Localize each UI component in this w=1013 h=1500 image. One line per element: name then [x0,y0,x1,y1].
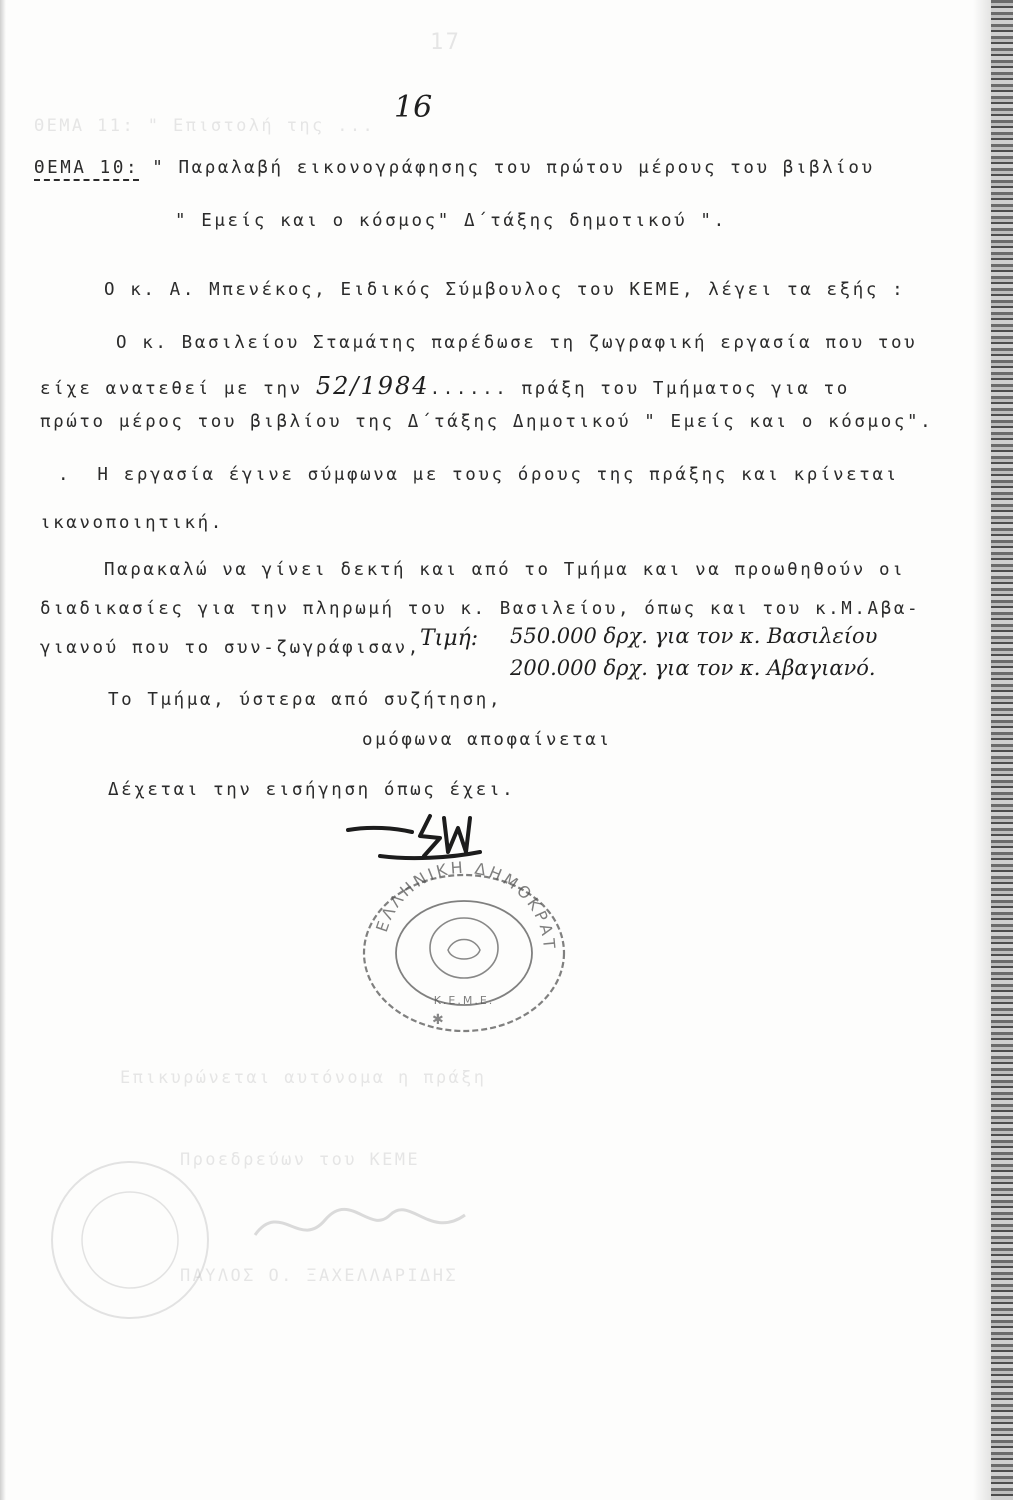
paragraph1-line2 [40,372,850,400]
paragraph3-line1: Παρακαλώ να γίνει δεκτή και από το Τμήμα και να προωθηθούν οι [104,560,906,580]
ghost-page-number: 17 [430,30,462,55]
paragraph1-line1: Ο κ. Βασιλείου Σταμάτης παρέδωσε τη ζωγραφική εργασία που του [116,333,918,353]
paragraph3-line2: διαδικασίες για την πληρωμή του κ. Βασιλείου, όπως και του κ.Μ.Αβα- [40,599,921,619]
page-left-edge [0,0,6,1500]
page-binding-edge [991,0,1013,1500]
ghost-presiding-line: Προεδρεύων του ΚΕΜΕ [180,1150,421,1170]
paragraph2-line1-text: Η εργασία έγινε σύμφωνα με τους όρους της πράξης και κρίνεται [97,465,899,485]
stamp-inner-text: Κ.Ε.Μ.Ε. [433,994,495,1007]
paragraph1-line3: πρώτο μέρος του βιβλίου της Δ΄τάξης Δημοτικού " Εμείς και ο κόσμος". [40,412,934,432]
svg-text:ΕΛΛΗΝΙΚΗ ΔΗΜΟΚΡΑΤΙΑ [344,858,559,952]
paragraph2-bullet-dot: . [58,465,98,485]
official-stamp [344,858,584,1042]
handwritten-act-number: 52/1984 [315,372,430,400]
intro-line: Ο κ. Α. Μπενέκος, Ειδικός Σύμβουλος του ΚΕΜΕ, λέγει τα εξής : [104,280,906,300]
binding-shadow [973,0,991,1500]
paragraph3-line3: γιανού που το συν-ζωγράφισαν, [40,638,421,658]
ghost-signature-graphic [250,1195,470,1255]
handwritten-price-line2: 200.000 δρχ. για τον κ. Αβαγιανό. [510,656,876,680]
paragraph1-line2-dots: ...... [429,379,509,399]
topic-heading-line [34,158,875,178]
decision-heading: ομόφωνα αποφαίνεται [362,730,612,750]
stamp-star-icon: ✱ [432,1012,444,1028]
handwritten-price-label: Τιμή: [420,626,479,651]
paragraph1-line2-end: πράξη του Τμήματος για το [521,379,850,399]
ghost-stamp-graphic [30,1150,240,1330]
paragraph2-line2: ικανοποιητική. [40,513,224,533]
topic-label: ΘΕΜΑ 10: [34,158,139,181]
ghost-line-4: Επικυρώνεται αυτόνομα η πράξη [120,1068,487,1088]
decision-text: Δέχεται την εισήγηση όπως έχει. [108,780,516,800]
topic-title-line1: " Παραλαβή εικονογράφησης του πρώτου μέρους του βιβλίου [152,158,875,178]
paragraph2-line1 [58,465,899,485]
paragraph1-line2-start: είχε ανατεθεί με την [40,379,303,399]
section-discussion-line: Το Τμήμα, ύστερα από συζήτηση, [108,690,503,710]
topic-title-line2: " Εμείς και ο κόσμος" Δ΄τάξης δημοτικού ". [175,211,727,231]
handwritten-price-line1: 550.000 δρχ. για τον κ. Βασιλείου [510,624,878,648]
handwritten-page-number: 16 [394,90,433,125]
ghost-topic-line: ΘΕΜΑ 11: " Επιστολή της ... [34,116,376,136]
stamp-outer-text: ΕΛΛΗΝΙΚΗ ΔΗΜΟΚΡΑΤ [372,858,560,953]
ghost-name-line: ΠΑΥΛΟΣ Ο. ΞΑΧΕΛΛΑΡΙΔΗΣ [180,1266,458,1286]
